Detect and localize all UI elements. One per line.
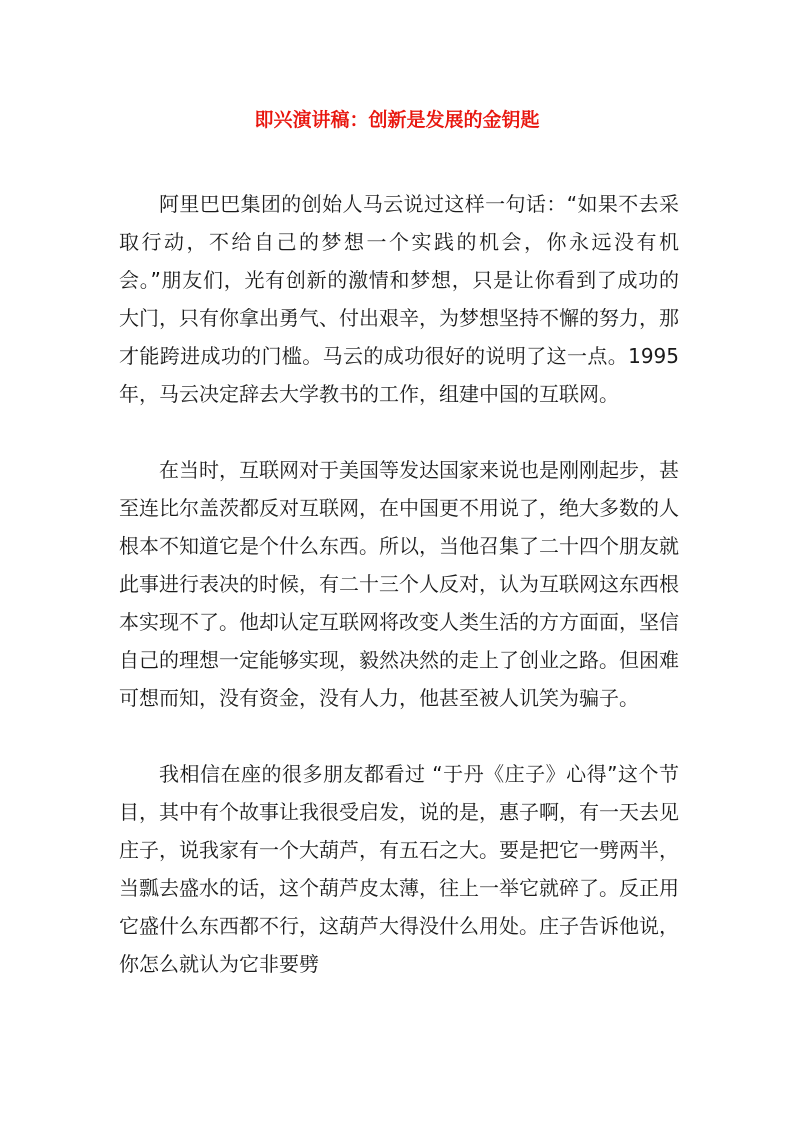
paragraph-1: 阿里巴巴集团的创始人马云说过这样一句话：“如果不去采取行动，不给自己的梦想一个实践的机会，你永远没有机会。”朋友们，光有创新的激情和梦想，只是让你看到了成功的大门，只有你拿出勇气、付出艰辛，为梦想坚持不懈的努力，那才能跨进成功的门槛。马云的成功很好的说明了这一点。1995年，马云决定辞去大学教书的工作，组建中国的互联网。 (119, 192, 679, 406)
document-title: 即兴演讲稿：创新是发展的金钥匙 (254, 109, 540, 131)
document-body (119, 185, 679, 983)
paragraph-3: 我相信在座的很多朋友都看过 “于丹《庄子》心得”这个节目，其中有个故事让我很受启发，说的是，惠子啊，有一天去见庄子，说我家有一个大葫芦，有五石之大。要是把它一劈两半，当瓢去盛水的话，这个葫芦皮太薄，往上一举它就碎了。反正用它盛什么东西都不行，这葫芦大得没什么用处。庄子告诉他说，你怎么就认为它非要劈 (119, 762, 679, 976)
paragraph-2: 在当时，互联网对于美国等发达国家来说也是刚刚起步，甚至连比尔盖茨都反对互联网，在中国更不用说了，绝大多数的人根本不知道它是个什么东西。所以，当他召集了二十四个朋友就此事进行表决的时候，有二十三个人反对，认为互联网这东西根本实现不了。他却认定互联网将改变人类生活的方方面面，坚信自己的理想一定能够实现，毅然决然的走上了创业之路。但困难可想而知，没有资金，没有人力，他甚至被人讥笑为骗子。 (119, 458, 679, 710)
